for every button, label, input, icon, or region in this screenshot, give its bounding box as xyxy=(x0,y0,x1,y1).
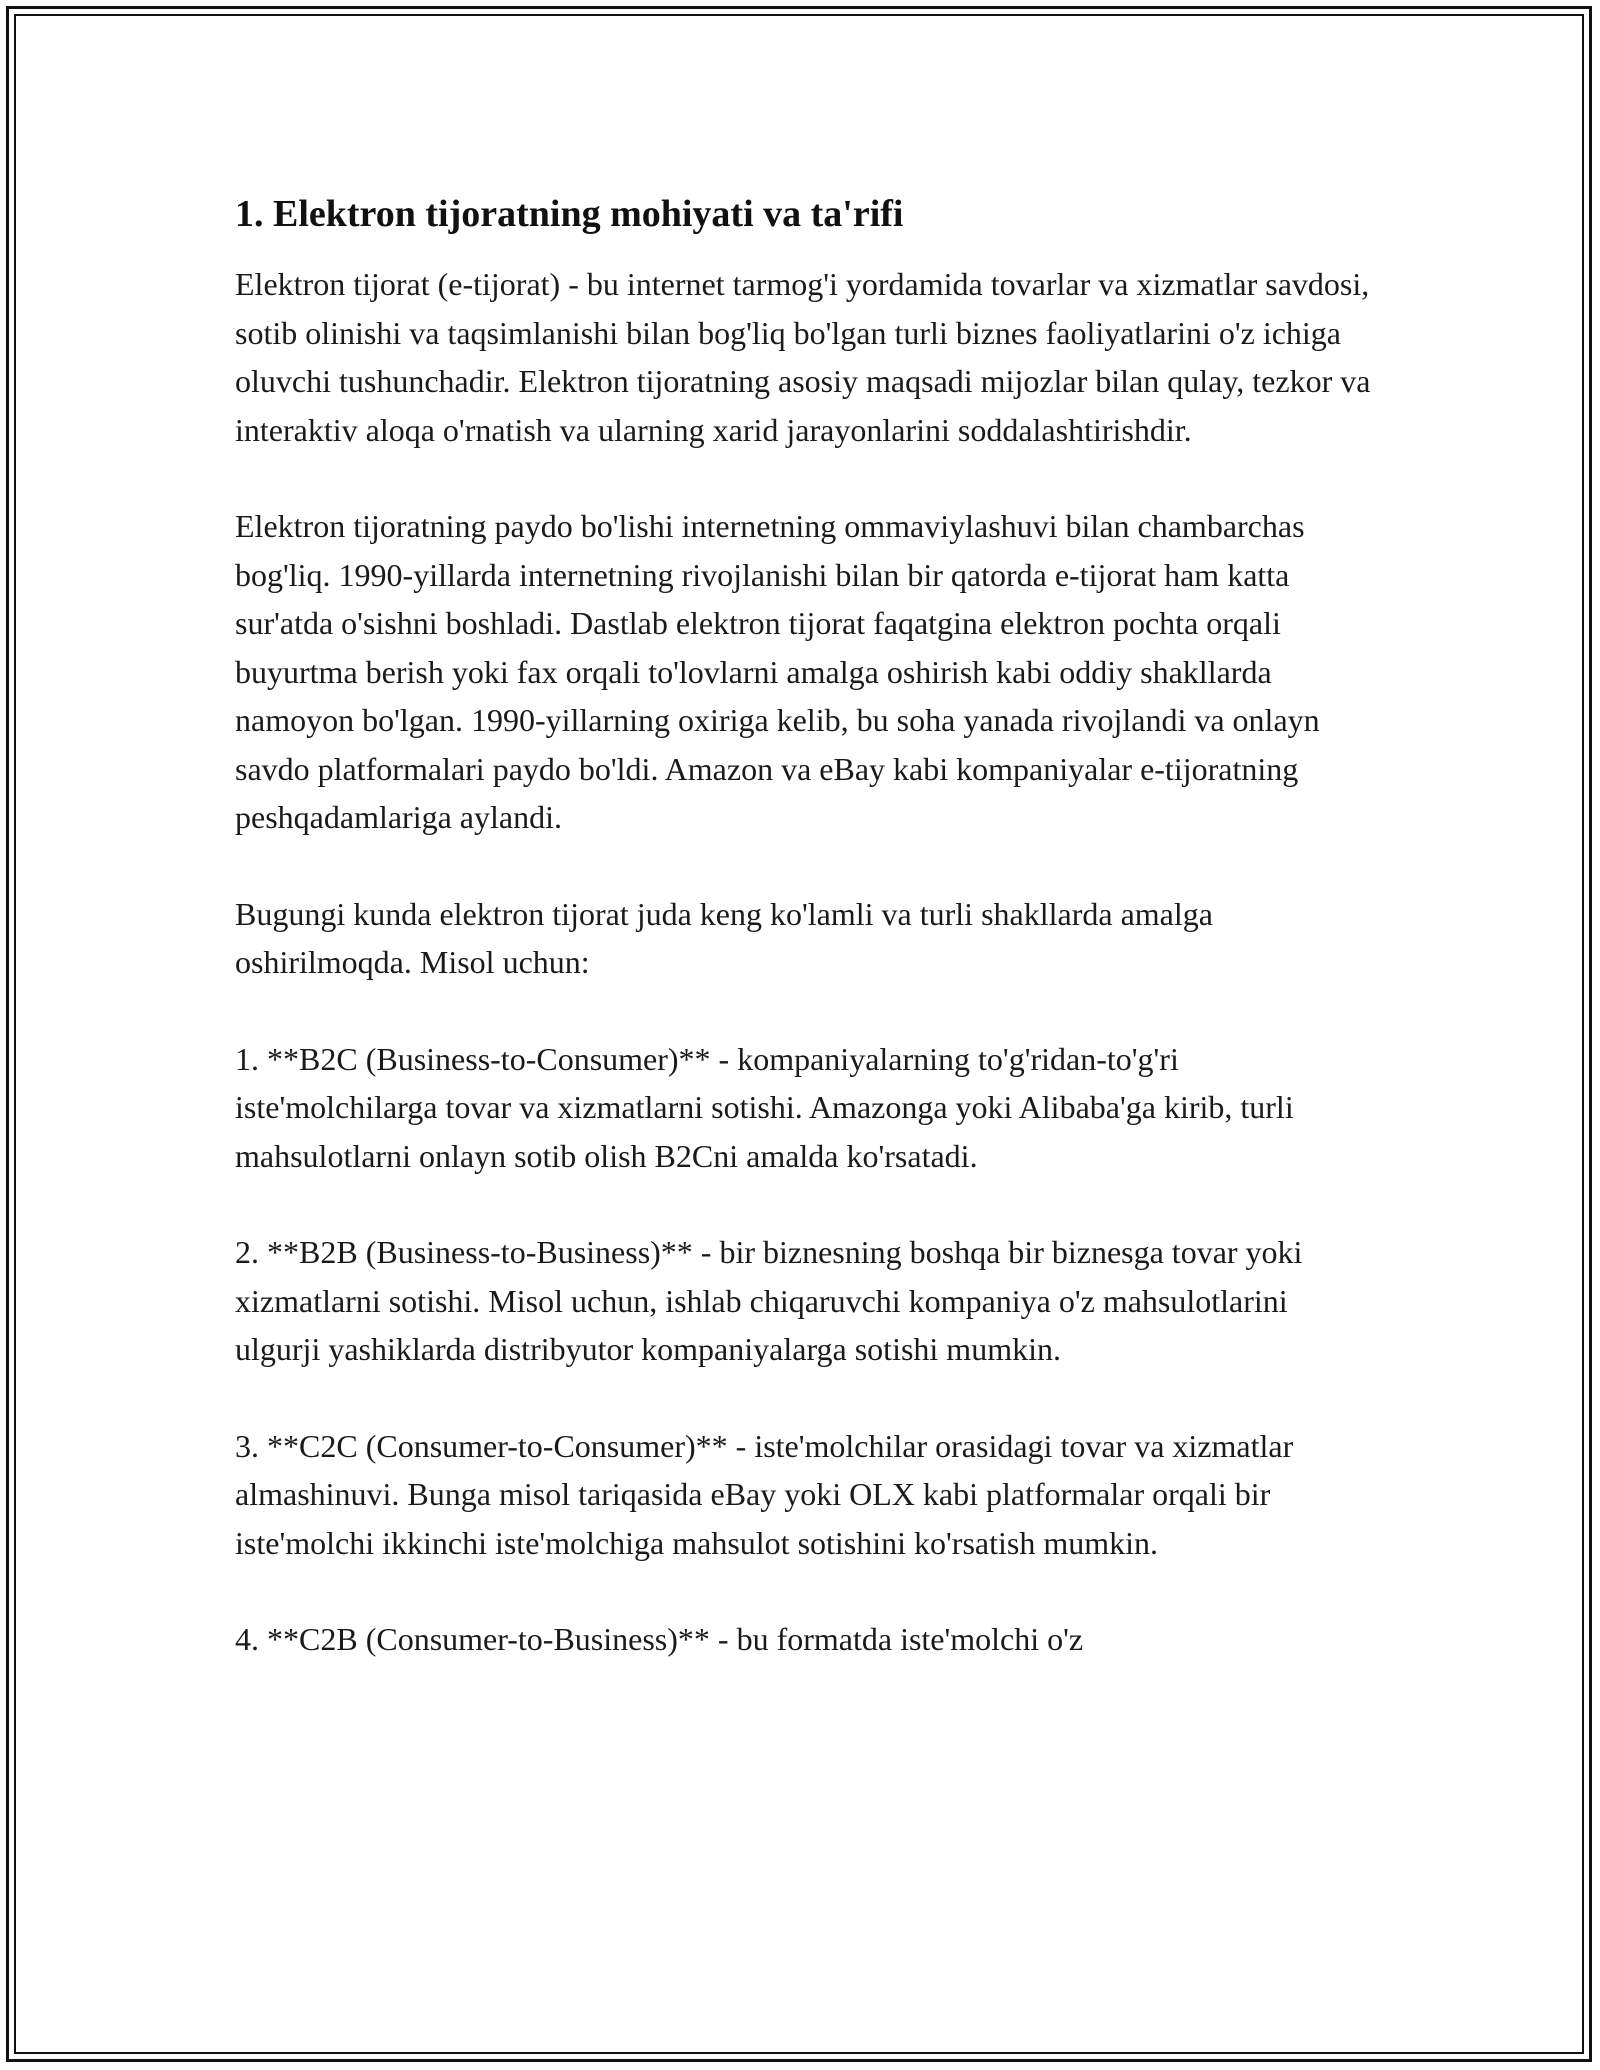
paragraph-intro-types: Bugungi kunda elektron tijorat juda keng ko'lamli va turli shakllarda amalga oshirilmoqda. Misol uchun: xyxy=(235,895,1213,980)
list-item-b2c: 1. **B2C (Business-to-Consumer)** - kompaniyalarning to'g'ridan-to'g'ri iste'molchilarga tovar va xizmatlarni sotishi. Amazonga yoki Alibaba'ga kirib, turli mahsulotlarni onlayn sotib olish B2Cni amalda ko'rsatadi. xyxy=(235,1040,1294,1174)
paragraph-definition: Elektron tijorat (e-tijorat) - bu internet tarmog'i yordamida tovarlar va xizmatlar savdosi, sotib olinishi va taqsimlanishi bilan bog'liq bo'lgan turli biznes faoliyatlarini o'z ichiga oluvchi tushunchadir. Elektron tijoratning asosiy maqsadi mijozlar bilan qulay, tezkor va interaktiv aloqa o'rnatish va ularning xarid jarayonlarini soddalashtirishdir. xyxy=(235,266,1371,448)
list-item-c2b: 4. **C2B (Consumer-to-Business)** - bu formatda iste'molchi o'z xyxy=(235,1621,1084,1657)
list-item-b2b: 2. **B2B (Business-to-Business)** - bir biznesning boshqa bir biznesga tovar yoki xizmatlarni sotishi. Misol uchun, ishlab chiqaruvchi kompaniya o'z mahsulotlarini ulgurji yashiklarda distribyutor kompaniyalarga sotishi mumkin. xyxy=(235,1234,1303,1367)
document-body xyxy=(235,188,1375,1712)
list-item-c2c: 3. **C2C (Consumer-to-Consumer)** - iste'molchilar orasidagi tovar va xizmatlar almashinuvi. Bunga misol tariqasida eBay yoki OLX kabi platformalar orqali bir iste'molchi ikkinchi iste'molchiga mahsulot sotishini ko'rsatish mumkin. xyxy=(235,1427,1294,1561)
paragraph-history: Elektron tijoratning paydo bo'lishi internetning ommaviylashuvi bilan chambarchas bog'liq. 1990-yillarda internetning rivojlanishi bilan bir qatorda e-tijorat ham katta sur'atda o'sishni boshladi. Dastlab elektron tijorat faqatgina elektron pochta orqali buyurtma berish yoki fax orqali to'lovlarni amalga oshirish kabi oddiy shakllarda namoyon bo'lgan. 1990-yillarning oxiriga kelib, bu soha yanada rivojlandi va onlayn savdo platformalari paydo bo'ldi. Amazon va eBay kabi kompaniyalar e-tijoratning peshqadamlariga aylandi. xyxy=(235,508,1320,835)
section-heading: 1. Elektron tijoratning mohiyati va ta'rifi xyxy=(235,193,904,235)
